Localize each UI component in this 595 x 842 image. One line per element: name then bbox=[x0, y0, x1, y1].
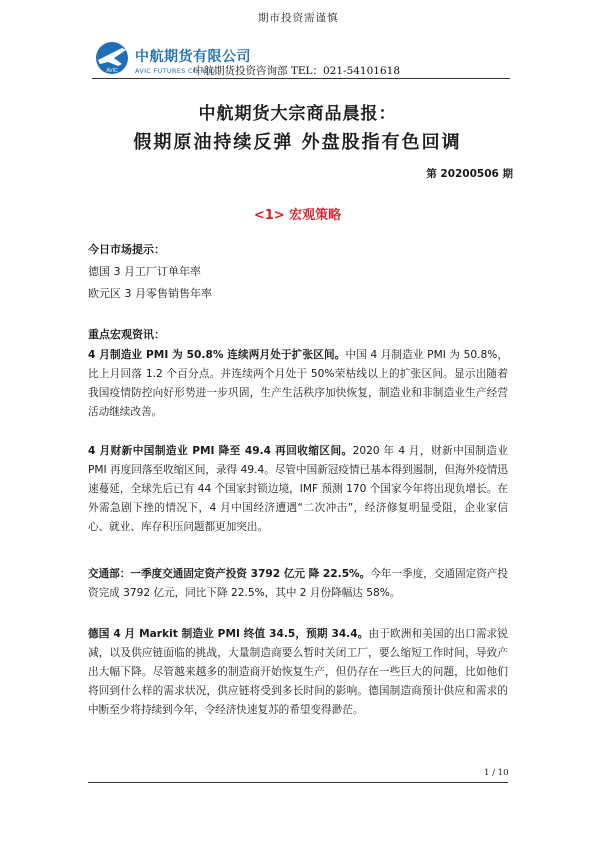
news-body: 今年一季度，交通固定资产投资完成 3792 亿元，同比下降 22.5%，其中 2 月份降幅达 58%。 bbox=[88, 568, 508, 599]
header-divider bbox=[92, 78, 510, 79]
report-subtitle: 假期原油持续反弹 外盘股指有色回调 bbox=[133, 132, 462, 153]
news-lead: 交通部：一季度交通固定资产投资 3792 亿元 降 22.5%。 bbox=[88, 568, 371, 580]
section-title-macro: <1> 宏观策略 bbox=[253, 208, 342, 223]
report-title: 中航期货大宗商品晨报： bbox=[198, 104, 397, 124]
news-paragraph-pmi bbox=[88, 346, 508, 422]
news-paragraph-caixin-pmi bbox=[88, 442, 508, 537]
news-lead: 德国 4 月 Markit 制造业 PMI 终值 34.5，预期 34.4。 bbox=[88, 628, 369, 640]
news-body: 中国 4 月制造业 PMI 为 50.8%，比上月回落 1.2 个百分点。并连续两个月处于 50%荣枯线以上的扩张区间。显示出随着我国疫情防控向好形势进一步巩固，生产生活秩序加快恢复，制造业和非制造业生产经营活动继续改善。 bbox=[88, 349, 509, 418]
macro-news-label: 重点宏观资讯： bbox=[88, 328, 165, 341]
today-hint-item: 德国 3 月工厂订单年率 bbox=[88, 265, 201, 278]
contact-info: 中航期货投资咨询部 TEL：021-54101618 bbox=[193, 65, 401, 77]
footer-divider bbox=[88, 782, 508, 783]
news-lead: 4 月制造业 PMI 为 50.8% 连续两月处于扩张区间。 bbox=[88, 349, 346, 361]
news-body: 2020 年 4 月，财新中国制造业 PMI 再度回落至收缩区间，录得 49.4。尽管中国新冠疫情已基本得到遏制，但海外疫情迅速蔓延，全球先后已有 44 个国家封锁边境，IMF 预测 170 个国家今年将出现负增长。在外需急剧下挫的情况下，4 月中国经济遭遇“二次冲击”，经济修复明显受阻，企业家信心、就业、库存积压问题都更加突出。 bbox=[88, 445, 508, 533]
avic-logo-icon bbox=[92, 40, 132, 76]
company-name-en: AVIC FUTURES CO.,LTD bbox=[135, 67, 216, 75]
page-number: 1 / 10 bbox=[484, 768, 509, 778]
news-paragraph-transport bbox=[88, 565, 508, 603]
news-paragraph-germany-pmi bbox=[88, 625, 508, 720]
page-header bbox=[0, 0, 595, 80]
news-body: 由于欧洲和美国的出口需求锐减，以及供应链面临的挑战，大量制造商要么暂时关闭工厂，要么缩短工作时间，导致产出大幅下降。尽管越来越多的制造商开始恢复生产，但仍存在一些巨大的问题，比如他们将回到什么样的需求状况，供应链将受到多长时间的影响。德国制造商预计供应和需求的中断至少将持续到今年，令经济快速复苏的希望变得渺茫。 bbox=[88, 628, 508, 716]
today-hints-label: 今日市场提示： bbox=[88, 243, 165, 256]
header-tagline: 期市投资需谨慎 bbox=[258, 12, 339, 24]
company-name-cn: 中航期货有限公司 bbox=[135, 49, 251, 65]
issue-number: 第 20200506 期 bbox=[426, 168, 513, 180]
logo-text: AVIC bbox=[106, 68, 118, 74]
today-hint-item: 欧元区 3 月零售销售年率 bbox=[88, 287, 212, 300]
news-lead: 4 月财新中国制造业 PMI 降至 49.4 再回收缩区间。 bbox=[88, 445, 353, 457]
